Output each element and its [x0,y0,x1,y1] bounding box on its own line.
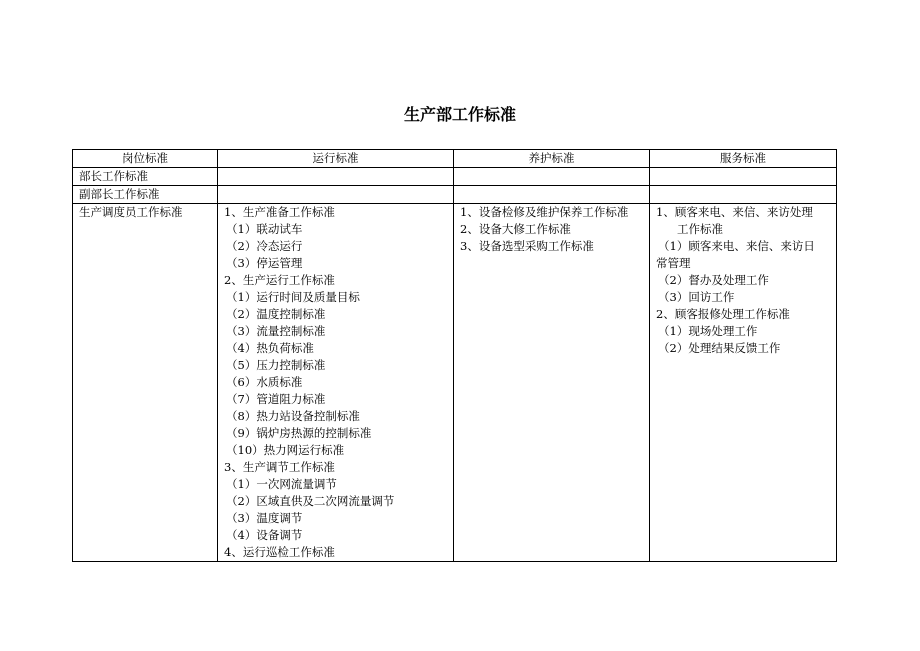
table-row [73,168,837,186]
list-item: （4）热负荷标准 [226,341,314,355]
list-item: 1、生产准备工作标准 [224,205,335,219]
operation-cell [218,186,454,204]
list-item: （6）水质标准 [226,375,303,389]
list-item: （1）一次网流量调节 [226,477,337,491]
operation-cell [218,168,454,186]
maintenance-cell [454,204,650,562]
list-item: （2）督办及处理工作 [658,273,769,287]
list-item: （8）热力站设备控制标准 [226,409,360,423]
list-item: 工作标准 [677,222,723,236]
service-cell [650,168,837,186]
position-cell: 生产调度员工作标准 [73,204,218,562]
list-item: 3、设备选型采购工作标准 [460,239,594,253]
list-item: （2）冷态运行 [226,239,303,253]
list-item: （9）锅炉房热源的控制标准 [226,426,372,440]
header-position: 岗位标准 [73,150,218,168]
maintenance-cell [454,168,650,186]
list-item: （7）管道阻力标准 [226,392,326,406]
maintenance-cell [454,186,650,204]
list-item: 常管理 [656,256,691,270]
list-item: （5）压力控制标准 [226,358,326,372]
table-row [73,204,837,562]
document-title: 生产部工作标准 [403,105,516,124]
list-item: （2）温度控制标准 [226,307,326,321]
service-cell [650,186,837,204]
service-cell [650,204,837,562]
operation-cell [218,204,454,562]
list-item: 1、顾客来电、来信、来访处理 [656,205,813,219]
list-item: （2）处理结果反馈工作 [658,341,781,355]
list-item: 2、设备大修工作标准 [460,222,571,236]
list-item: （1）联动试车 [226,222,303,236]
header-operation: 运行标准 [218,150,454,168]
list-item: （3）回访工作 [658,290,735,304]
table-row [73,186,837,204]
list-item: 4、运行巡检工作标准 [224,545,335,559]
list-item: 2、生产运行工作标准 [224,273,335,287]
list-item: （3）流量控制标准 [226,324,326,338]
list-item: 3、生产调节工作标准 [224,460,335,474]
header-service: 服务标准 [650,150,837,168]
header-maintenance: 养护标准 [454,150,650,168]
list-item: （1）运行时间及质量目标 [226,290,360,304]
list-item: （2）区域直供及二次网流量调节 [226,494,395,508]
list-item: 1、设备检修及维护保养工作标准 [460,205,629,219]
position-cell: 部长工作标准 [73,168,218,186]
list-item: （3）停运管理 [226,256,303,270]
standards-table [72,149,837,562]
list-item: （10）热力网运行标准 [226,443,345,457]
list-item: （1）现场处理工作 [658,324,758,338]
list-item: （4）设备调节 [226,528,303,542]
table-header-row [73,150,837,168]
list-item: （1）顾客来电、来信、来访日 [658,239,815,253]
list-item: （3）温度调节 [226,511,303,525]
list-item: 2、顾客报修处理工作标准 [656,307,790,321]
position-cell: 副部长工作标准 [73,186,218,204]
